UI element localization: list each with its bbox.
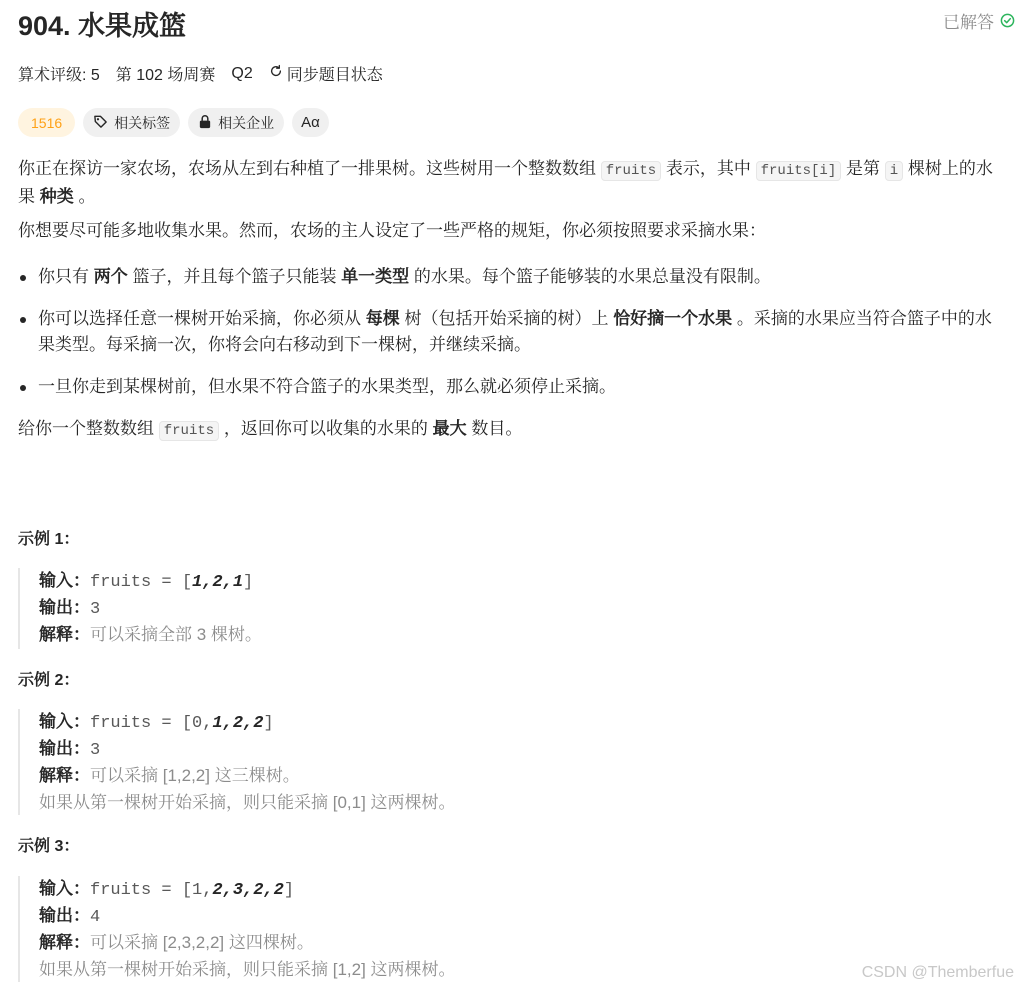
translate-icon: Aα xyxy=(301,114,320,131)
bold-text: 单一类型 xyxy=(341,267,410,286)
rules-list xyxy=(18,264,1003,400)
related-tags-button[interactable] xyxy=(83,108,180,137)
description-paragraph xyxy=(18,156,1003,210)
input-label: 输入： xyxy=(39,571,90,590)
example-explanation xyxy=(39,622,262,649)
explanation-text: 可以采摘 [1,2,2] 这三棵树。 xyxy=(90,766,300,785)
refresh-icon xyxy=(269,64,283,83)
output-label: 输出： xyxy=(39,906,90,925)
text-span: 树（包括开始采摘的树）上 xyxy=(399,309,614,328)
text-span: 棵树上的水果 xyxy=(18,159,993,206)
text-span: 篮子，并且每个篮子只能装 xyxy=(127,267,342,286)
explanation-text: 如果从第一棵树开始采摘，则只能采摘 [0,1] 这两棵树。 xyxy=(39,793,456,812)
output-label: 输出： xyxy=(39,739,90,758)
sync-label: 同步题目状态 xyxy=(286,67,383,84)
related-companies-label: 相关企业 xyxy=(218,114,275,131)
bold-text: 最大 xyxy=(432,419,467,438)
output-label: 输出： xyxy=(39,598,90,617)
example-block xyxy=(18,709,456,815)
example-input xyxy=(39,876,456,903)
example-output xyxy=(39,595,262,622)
lock-icon xyxy=(198,114,212,132)
text-span: 。采摘的水果应当符合篮子中的水果类型。每采摘一次，你将会向右移动到下一棵树，并继续采摘。 xyxy=(38,309,992,354)
example-title: 示例 3： xyxy=(18,838,80,855)
example-output xyxy=(39,736,456,763)
input-label: 输入： xyxy=(39,712,90,731)
example-title: 示例 2： xyxy=(18,672,80,689)
bold-text: 种类 xyxy=(39,187,74,206)
rating-level: 算术评级: 5 xyxy=(18,67,100,84)
text-span: 表示，其中 xyxy=(661,159,756,178)
text-span: 给你一个整数数组 xyxy=(18,419,159,438)
rating-value: 1516 xyxy=(31,114,63,131)
language-toggle-button[interactable] xyxy=(292,108,329,137)
sync-status-button[interactable] xyxy=(269,62,383,85)
example-input xyxy=(39,568,262,595)
bold-text: 两个 xyxy=(93,267,128,286)
example-explanation xyxy=(39,930,456,957)
text-span: 。 xyxy=(73,187,96,206)
input-value: fruits = [ xyxy=(90,573,193,592)
output-value: 4 xyxy=(90,908,101,927)
inline-code: i xyxy=(885,161,903,181)
contest-link[interactable]: 第 102 场周赛 xyxy=(115,67,216,84)
bold-text: 每棵 xyxy=(365,309,400,328)
problem-meta xyxy=(18,62,383,85)
check-circle-icon xyxy=(1000,13,1015,28)
inline-code: fruits xyxy=(601,161,661,181)
example-title: 示例 1： xyxy=(18,531,80,548)
input-value: ] xyxy=(283,881,295,900)
explanation-text: 如果从第一棵树开始采摘，则只能采摘 [1,2] 这两棵树。 xyxy=(39,960,456,979)
related-companies-button[interactable] xyxy=(188,108,284,137)
output-value: 3 xyxy=(90,741,101,760)
text-span: 的水果。每个篮子能够装的水果总量没有限制。 xyxy=(409,267,771,286)
explanation-label: 解释： xyxy=(39,625,90,644)
list-item: 一旦你走到某棵树前，但水果不符合篮子的水果类型，那么就必须停止采摘。 xyxy=(18,374,1003,400)
text-span: 你只有 xyxy=(38,267,94,286)
bold-text: 恰好摘一个水果 xyxy=(613,309,733,328)
solved-label: 已解答 xyxy=(943,13,994,32)
description-paragraph xyxy=(18,416,1003,444)
related-tags-label: 相关标签 xyxy=(114,114,171,131)
input-label: 输入： xyxy=(39,879,90,898)
input-value: ] xyxy=(263,714,274,733)
example-block xyxy=(18,876,456,982)
solved-status xyxy=(943,8,1015,33)
text-span: 你正在探访一家农场，农场从左到右种植了一排果树。这些树用一个整数数组 xyxy=(18,159,601,178)
contest-position: Q2 xyxy=(231,64,253,82)
explanation-label: 解释： xyxy=(39,933,90,952)
input-highlight: 2,3,2,2 xyxy=(212,881,284,900)
example-block xyxy=(18,568,262,649)
example-explanation xyxy=(39,763,456,790)
tag-pills xyxy=(18,108,329,137)
output-value: 3 xyxy=(90,600,101,619)
explanation-label: 解释： xyxy=(39,766,90,785)
problem-description xyxy=(18,156,1003,444)
watermark: CSDN @Themberfue xyxy=(861,964,1014,981)
input-value: ] xyxy=(243,573,254,592)
input-highlight: 1,2,2 xyxy=(212,714,264,733)
description-paragraph: 你想要尽可能多地收集水果。然而，农场的主人设定了一些严格的规矩，你必须按照要求采摘水果： xyxy=(18,221,766,240)
list-item xyxy=(18,264,1003,290)
explanation-text: 可以采摘 [2,3,2,2] 这四棵树。 xyxy=(90,933,314,952)
text-span: 是第 xyxy=(841,159,885,178)
tag-icon xyxy=(93,114,108,132)
input-highlight: 1,2,1 xyxy=(192,573,244,592)
text-span: 你可以选择任意一棵树开始采摘，你必须从 xyxy=(38,309,366,328)
example-output xyxy=(39,903,456,930)
explanation-text: 可以采摘全部 3 棵树。 xyxy=(90,625,262,644)
text-span: ，返回你可以收集的水果的 xyxy=(219,419,433,438)
list-item xyxy=(18,306,1003,358)
rating-pill[interactable] xyxy=(18,108,75,137)
inline-code: fruits xyxy=(159,421,219,441)
problem-title: 904. 水果成篮 xyxy=(18,11,187,41)
inline-code: fruits[i] xyxy=(756,161,842,181)
input-value: fruits = [1, xyxy=(90,881,213,900)
example-input xyxy=(39,709,456,736)
text-span: 数目。 xyxy=(466,419,523,438)
input-value: fruits = [0, xyxy=(90,714,213,733)
